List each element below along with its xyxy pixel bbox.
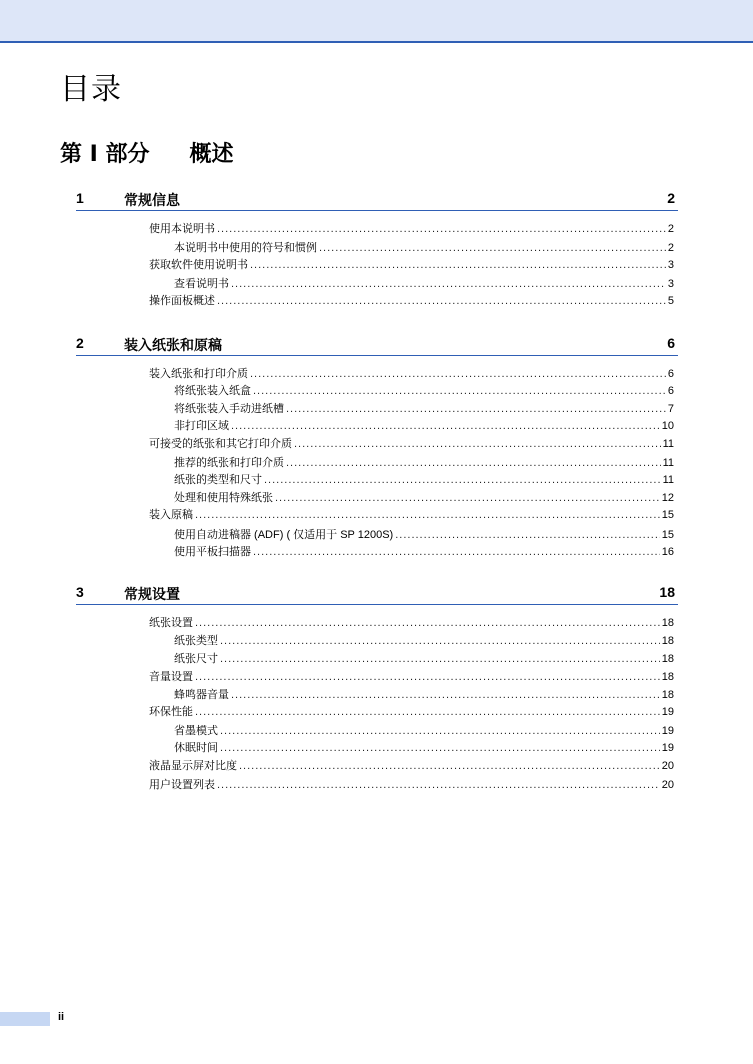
toc-entry[interactable]	[149, 776, 674, 794]
entry-label: 非打印区域	[174, 420, 229, 432]
chapter-page: 6	[667, 335, 675, 351]
dot-leader	[286, 400, 666, 418]
entry-page: 6	[667, 368, 674, 380]
toc-entry[interactable]	[149, 668, 674, 686]
toc-entry[interactable]	[174, 686, 674, 704]
entry-label: 省墨模式	[174, 725, 218, 737]
dot-leader	[217, 220, 666, 238]
entry-page: 19	[661, 725, 674, 737]
entry-page: 2	[667, 242, 674, 254]
chapter-heading[interactable]	[76, 333, 678, 356]
toc-entry[interactable]	[149, 614, 674, 632]
dot-leader	[220, 632, 660, 650]
dot-leader	[250, 256, 666, 274]
dot-leader	[264, 471, 661, 489]
entry-label: 将纸张装入纸盒	[174, 385, 251, 397]
toc-entry[interactable]	[174, 417, 674, 435]
dot-leader	[220, 722, 660, 740]
toc-entry[interactable]	[174, 489, 674, 507]
chapter-number: 1	[76, 190, 84, 206]
footer-band	[0, 1012, 50, 1026]
chapter-page: 18	[659, 584, 675, 600]
part-heading	[60, 137, 234, 168]
entry-label: 装入原稿	[149, 509, 193, 521]
entry-page: 20	[661, 760, 674, 772]
entry-page: 11	[662, 457, 674, 469]
dot-leader	[319, 239, 666, 257]
dot-leader	[294, 435, 661, 453]
toc-entry[interactable]	[149, 703, 674, 721]
chapter-heading[interactable]	[76, 188, 678, 211]
entry-label: 音量设置	[149, 671, 193, 683]
toc-entry[interactable]	[174, 722, 674, 740]
dot-leader	[217, 292, 666, 310]
toc-entry[interactable]	[174, 454, 674, 472]
part-label: 第 I 部分	[60, 142, 150, 167]
toc-entry[interactable]	[174, 275, 674, 293]
toc-entry[interactable]	[174, 650, 674, 668]
entry-label: 推荐的纸张和打印介质	[174, 457, 284, 469]
chapter-number: 2	[76, 335, 84, 351]
toc-entry[interactable]	[174, 632, 674, 650]
chapter-title: 装入纸张和原稿	[124, 337, 222, 353]
entry-label: 休眠时间	[174, 742, 218, 754]
dot-leader	[239, 757, 660, 775]
entry-page: 7	[667, 403, 674, 415]
dot-leader	[395, 526, 660, 544]
dot-leader	[217, 776, 660, 794]
header-band	[0, 0, 753, 43]
entry-label: 蜂鸣器音量	[174, 689, 229, 701]
toc-entry[interactable]	[174, 471, 674, 489]
entry-label: 获取软件使用说明书	[149, 259, 248, 271]
entry-label: 纸张的类型和尺寸	[174, 474, 262, 486]
entry-page: 15	[661, 509, 674, 521]
entry-label: 操作面板概述	[149, 295, 215, 307]
entry-page: 12	[661, 492, 674, 504]
entry-page: 16	[661, 546, 674, 558]
entry-page: 18	[661, 689, 674, 701]
chapter-title: 常规设置	[124, 586, 180, 602]
toc-entry[interactable]	[174, 543, 674, 561]
toc-entry[interactable]	[149, 365, 674, 383]
entry-page: 20	[661, 779, 674, 791]
entry-page: 15	[661, 529, 674, 541]
entry-page: 18	[661, 635, 674, 647]
dot-leader	[253, 382, 666, 400]
dot-leader	[275, 489, 660, 507]
toc-title: 目录	[60, 72, 122, 107]
entry-label: 将纸张装入手动进纸槽	[174, 403, 284, 415]
chapter-title: 常规信息	[124, 192, 180, 208]
entry-page: 10	[661, 420, 674, 432]
dot-leader	[220, 650, 660, 668]
toc-entry[interactable]	[174, 400, 674, 418]
toc-entry[interactable]	[149, 292, 674, 310]
chapter-number: 3	[76, 584, 84, 600]
toc-entry[interactable]	[149, 256, 674, 274]
toc-entry[interactable]	[149, 506, 674, 524]
dot-leader	[195, 506, 660, 524]
chapter-heading[interactable]	[76, 582, 678, 605]
entry-label: 本说明书中使用的符号和惯例	[174, 242, 317, 254]
entry-label: 纸张尺寸	[174, 653, 218, 665]
entry-page: 6	[667, 385, 674, 397]
dot-leader	[253, 543, 660, 561]
toc-entry[interactable]	[174, 526, 674, 544]
dot-leader	[195, 614, 660, 632]
entry-label: 可接受的纸张和其它打印介质	[149, 438, 292, 450]
entry-page: 3	[667, 259, 674, 271]
chapter-page: 2	[667, 190, 675, 206]
toc-entry[interactable]	[149, 435, 674, 453]
toc-entry[interactable]	[174, 382, 674, 400]
entry-label: 用户设置列表	[149, 779, 215, 791]
entry-label: 液晶显示屏对比度	[149, 760, 237, 772]
entry-label: 纸张类型	[174, 635, 218, 647]
footer-page-number: ii	[58, 1011, 65, 1023]
entry-page: 5	[667, 295, 674, 307]
entry-label: 环保性能	[149, 706, 193, 718]
entry-label: 装入纸张和打印介质	[149, 368, 248, 380]
entry-page: 18	[661, 653, 674, 665]
entry-page: 11	[662, 474, 674, 486]
entry-label: 使用本说明书	[149, 223, 215, 235]
dot-leader	[250, 365, 666, 383]
dot-leader	[231, 417, 660, 435]
entry-page: 11	[662, 438, 674, 450]
toc-entry[interactable]	[174, 739, 674, 757]
dot-leader	[231, 686, 660, 704]
entry-label: 使用自动进稿器 (ADF) ( 仅适用于 SP 1200S)	[174, 529, 394, 541]
toc-entry[interactable]	[174, 239, 674, 257]
entry-label: 纸张设置	[149, 617, 193, 629]
dot-leader	[195, 668, 660, 686]
dot-leader	[220, 739, 660, 757]
dot-leader	[231, 275, 666, 293]
entry-page: 3	[667, 278, 674, 290]
dot-leader	[286, 454, 661, 472]
dot-leader	[195, 703, 660, 721]
entry-page: 19	[661, 706, 674, 718]
entry-page: 18	[661, 671, 674, 683]
toc-entry[interactable]	[149, 757, 674, 775]
entry-page: 18	[661, 617, 674, 629]
part-name: 概述	[189, 142, 234, 167]
entry-page: 2	[667, 223, 674, 235]
entry-label: 查看说明书	[174, 278, 229, 290]
entry-page: 19	[661, 742, 674, 754]
entry-label: 使用平板扫描器	[174, 546, 251, 558]
toc-entry[interactable]	[149, 220, 674, 238]
entry-label: 处理和使用特殊纸张	[174, 492, 273, 504]
